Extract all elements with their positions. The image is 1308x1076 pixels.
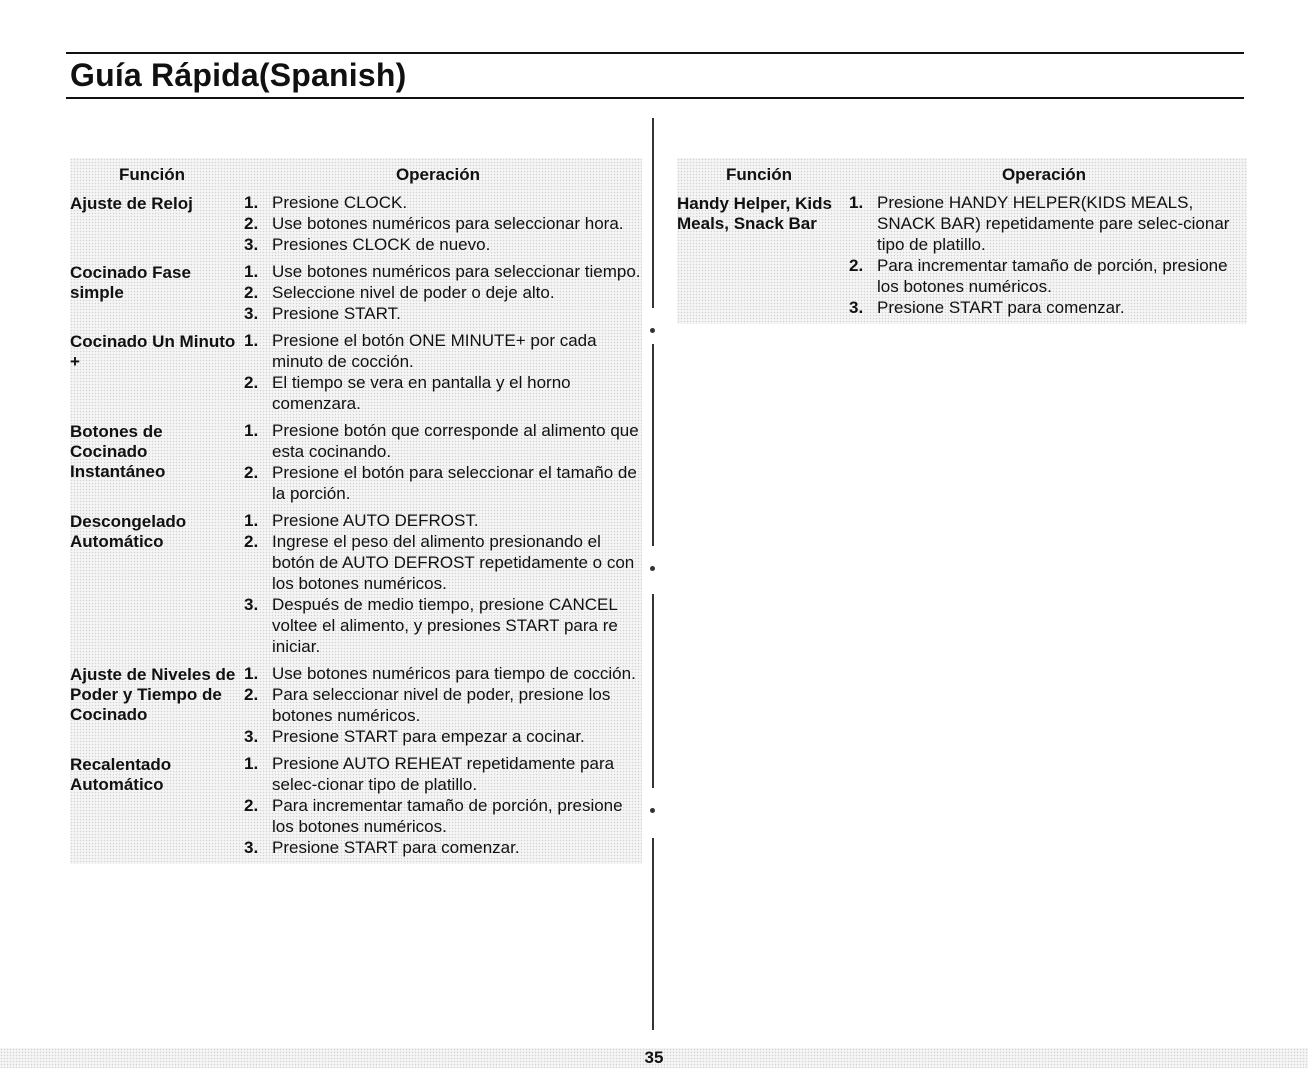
right-table-header (677, 158, 1247, 192)
step-text: Presione HANDY HELPER(KIDS MEALS, SNACK BAR) repetidamente pare selec-cionar tipo de platillo. (877, 193, 1230, 254)
header-function: Función (725, 165, 793, 184)
operation-steps (244, 192, 642, 255)
operation-steps (244, 753, 642, 858)
step-item (244, 192, 642, 213)
step-item (244, 594, 642, 657)
step-item (244, 684, 642, 726)
step-text: Use botones numéricos para seleccionar tiempo. (272, 262, 641, 281)
table-row (70, 330, 642, 414)
left-table (70, 158, 642, 864)
step-number: 2. (244, 214, 259, 233)
step-item (244, 303, 642, 324)
divider-dot (650, 808, 655, 813)
step-number: 3. (244, 235, 259, 254)
header-function: Función (118, 165, 186, 184)
table-row (70, 192, 642, 255)
step-item (244, 510, 642, 531)
step-text: Presione START para empezar a cocinar. (272, 727, 585, 746)
left-table-rows (70, 192, 642, 858)
step-text: Presione START. (272, 304, 401, 323)
column-divider (652, 594, 654, 788)
step-number: 1. (244, 664, 259, 683)
step-text: Presione botón que corresponde al alimento que esta cocinando. (272, 421, 639, 461)
step-item (244, 726, 642, 747)
step-item (244, 837, 642, 858)
step-number: 3. (244, 595, 259, 614)
step-item (244, 420, 642, 462)
step-number: 2. (244, 532, 259, 551)
step-number: 2. (244, 373, 259, 392)
page-number: 35 (644, 1048, 664, 1067)
function-name: Cocinado Fase simple (70, 263, 191, 302)
title-underline (66, 97, 1244, 99)
step-item (244, 462, 642, 504)
step-number: 1. (849, 193, 864, 212)
step-number: 2. (244, 283, 259, 302)
step-text: Presione AUTO DEFROST. (272, 511, 479, 530)
column-divider (652, 344, 654, 546)
function-name: Ajuste de Reloj (70, 194, 193, 213)
step-text: Presione START para comenzar. (877, 298, 1125, 317)
step-number: 3. (244, 727, 259, 746)
table-row (70, 261, 642, 324)
step-number: 1. (244, 331, 259, 350)
step-number: 1. (244, 421, 259, 440)
step-text: Presione AUTO REHEAT repetidamente para selec-cionar tipo de platillo. (272, 754, 615, 794)
step-text: Presione CLOCK. (272, 193, 408, 212)
column-divider (652, 838, 654, 1030)
table-row (677, 192, 1247, 318)
function-name: Handy Helper, Kids Meals, Snack Bar (677, 194, 832, 233)
table-row (70, 753, 642, 858)
step-text: Presione el botón para seleccionar el tamaño de la porción. (272, 463, 637, 503)
table-row (70, 663, 642, 747)
step-text: El tiempo se vera en pantalla y el horno comenzara. (272, 373, 571, 413)
step-item (244, 213, 642, 234)
operation-steps (849, 192, 1247, 318)
operation-steps (244, 663, 642, 747)
header-operation: Operación (1001, 165, 1087, 184)
table-row (70, 510, 642, 657)
function-name: Botones de Cocinado Instantáneo (70, 422, 166, 481)
step-item (849, 255, 1247, 297)
step-item (244, 372, 642, 414)
step-text: Seleccione nivel de poder o deje alto. (272, 283, 555, 302)
page-title: Guía Rápida(Spanish) (70, 57, 407, 93)
step-number: 1. (244, 262, 259, 281)
left-table-header (70, 158, 642, 192)
right-table (677, 158, 1247, 324)
right-table-rows (677, 192, 1247, 318)
step-number: 3. (849, 298, 864, 317)
step-number: 1. (244, 511, 259, 530)
step-item (244, 330, 642, 372)
header-operation: Operación (395, 165, 481, 184)
table-row (70, 420, 642, 504)
operation-steps (244, 420, 642, 504)
step-item (244, 234, 642, 255)
step-number: 2. (244, 796, 259, 815)
operation-steps (244, 261, 642, 324)
step-number: 3. (244, 304, 259, 323)
step-item (244, 531, 642, 594)
step-text: Para incrementar tamaño de porción, presione los botones numéricos. (877, 256, 1228, 296)
step-text: Presione START para comenzar. (272, 838, 520, 857)
operation-steps (244, 510, 642, 657)
function-name: Recalentado Automático (70, 755, 172, 794)
function-name: Ajuste de Niveles de Poder y Tiempo de Cocinado (70, 665, 236, 724)
step-number: 1. (244, 754, 259, 773)
step-text: Use botones numéricos para seleccionar hora. (272, 214, 624, 233)
step-number: 1. (244, 193, 259, 212)
step-item (244, 663, 642, 684)
column-divider (652, 118, 654, 308)
top-rule (66, 52, 1244, 54)
function-name: Cocinado Un Minuto + (70, 332, 236, 371)
step-text: Ingrese el peso del alimento presionando el botón de AUTO DEFROST repetidamente o con los botones numéricos. (272, 532, 635, 593)
step-text: Para seleccionar nivel de poder, presione los botones numéricos. (272, 685, 611, 725)
function-name: Descongelado Automático (70, 512, 187, 551)
step-item (244, 261, 642, 282)
step-item (244, 282, 642, 303)
operation-steps (244, 330, 642, 414)
step-item (849, 297, 1247, 318)
step-text: Para incrementar tamaño de porción, presione los botones numéricos. (272, 796, 623, 836)
step-item (849, 192, 1247, 255)
step-text: Después de medio tiempo, presione CANCEL voltee el alimento, y presiones START para re iniciar. (272, 595, 618, 656)
step-text: Presiones CLOCK de nuevo. (272, 235, 491, 254)
step-item (244, 795, 642, 837)
step-item (244, 753, 642, 795)
step-text: Presione el botón ONE MINUTE+ por cada minuto de cocción. (272, 331, 597, 371)
step-number: 2. (244, 685, 259, 704)
step-text: Use botones numéricos para tiempo de cocción. (272, 664, 636, 683)
step-number: 2. (244, 463, 259, 482)
step-number: 3. (244, 838, 259, 857)
step-number: 2. (849, 256, 864, 275)
divider-dot (650, 566, 655, 571)
divider-dot (650, 328, 655, 333)
